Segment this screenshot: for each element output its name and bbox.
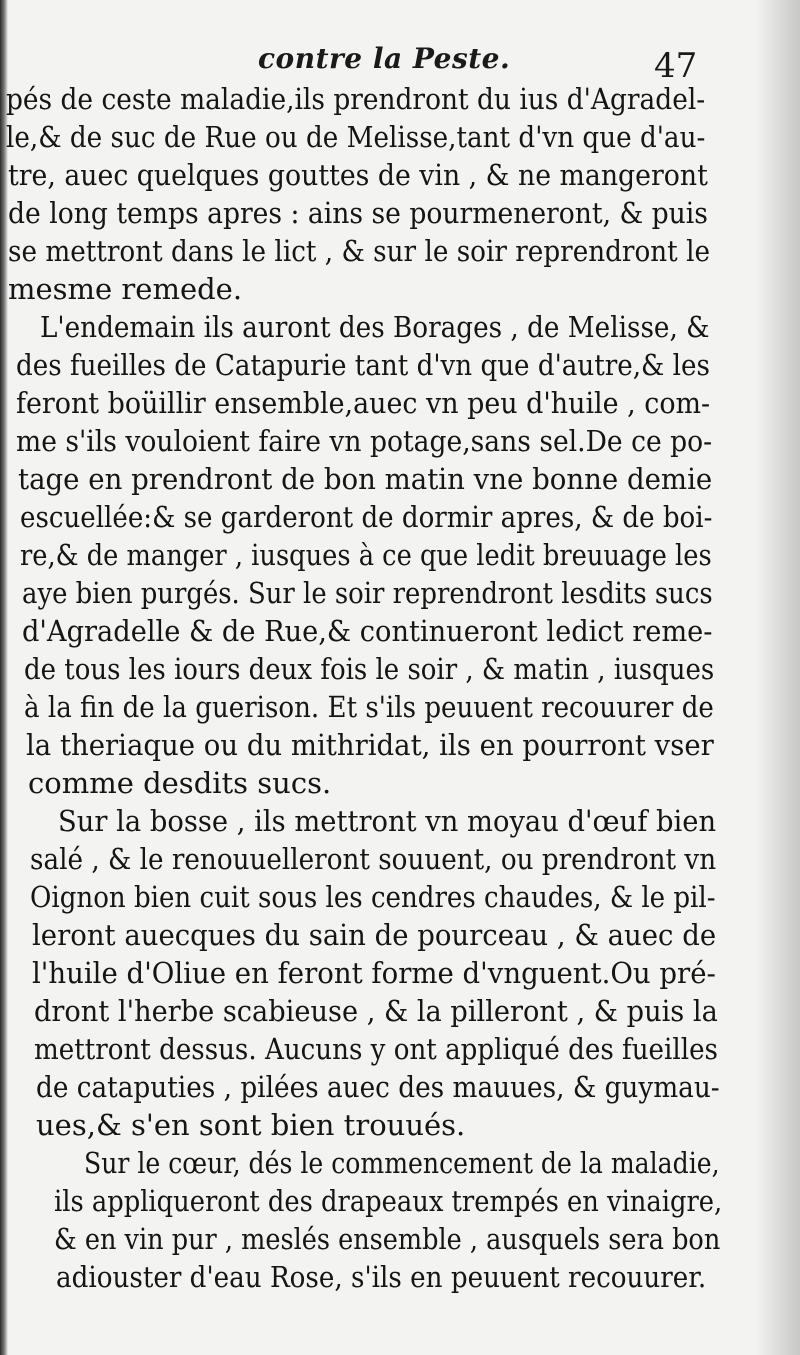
text-line: aye bien purgés. Sur le soir reprendront lesdits sucs [22,576,713,610]
text-line: de tous les iours deux fois le soir , & matin , iusques [24,652,715,686]
text-line: escuellée:& se garderont de dormir apres, & de boi- [20,500,713,534]
text-line: tre, auec quelques gouttes de vin , & ne mangeront [8,158,708,192]
text-line: tage en prendront de bon matin vne bonne demie [18,462,713,496]
page-right-gutter-shadow [756,0,800,1355]
text-line: à la fin de la guerison. Et s'ils peuuent recouurer de [24,690,714,724]
text-line: feront boüillir ensemble,auec vn peu d'huile , com- [16,386,711,420]
text-line: de cataputies , pilées auec des mauues, & guymau- [36,1070,720,1104]
text-line: L'endemain ils auront des Borages , de Melisse, & [40,310,710,344]
text-line: de long temps apres : ains se pourmeneront, & puis [8,196,708,230]
text-line: Sur le cœur, dés le commencement de la maladie, [84,1146,720,1180]
running-head: contre la Peste. [258,42,511,75]
text-line: Oignon bien cuit sous les cendres chaudes, & le pil- [30,880,716,914]
page-left-edge-shadow [0,0,8,1355]
text-line: salé , & le renouuelleront souuent, ou prendront vn [30,842,717,876]
text-line: mesme remede. [8,272,243,306]
text-line: d'Agradelle & de Rue,& continueront ledict reme- [22,614,713,648]
text-line: leront auecques du sain de pourceau , & auec de [32,918,717,952]
text-line: pés de ceste maladie,ils prendront du ius d'Agradel- [6,82,706,116]
text-line: re,& de manger , iusques à ce que ledit breuuage les [20,538,712,572]
text-line: ils appliqueront des drapeaux trempés en vinaigre, [54,1184,723,1218]
text-line: & en vin pur , meslés ensemble , ausquels sera bon [54,1222,721,1256]
text-line: mettront dessus. Aucuns y ont appliqué des fueilles [34,1032,718,1066]
text-line: ues,& s'en sont bien trouués. [36,1108,466,1142]
page-number: 47 [654,46,698,86]
text-line: des fueilles de Catapurie tant d'vn que d'autre,& les [16,348,710,382]
text-line: adiouster d'eau Rose, s'ils en peuuent recouurer. [56,1260,707,1294]
text-line: se mettront dans le lict , & sur le soir reprendront le [8,234,710,268]
text-line: comme desdits sucs. [28,766,332,800]
text-line: le,& de suc de Rue ou de Melisse,tant d'vn que d'au- [6,120,706,154]
text-line: la theriaque ou du mithridat, ils en pourront vser [26,728,714,762]
text-line: dront l'herbe scabieuse , & la pilleront , & puis la [34,994,718,1028]
text-line: Sur la bosse , ils mettront vn moyau d'œuf bien [58,804,717,838]
text-line: me s'ils vouloient faire vn potage,sans sel.De ce po- [16,424,713,458]
text-line: l'huile d'Oliue en feront forme d'vnguent.Ou pré- [32,956,716,990]
